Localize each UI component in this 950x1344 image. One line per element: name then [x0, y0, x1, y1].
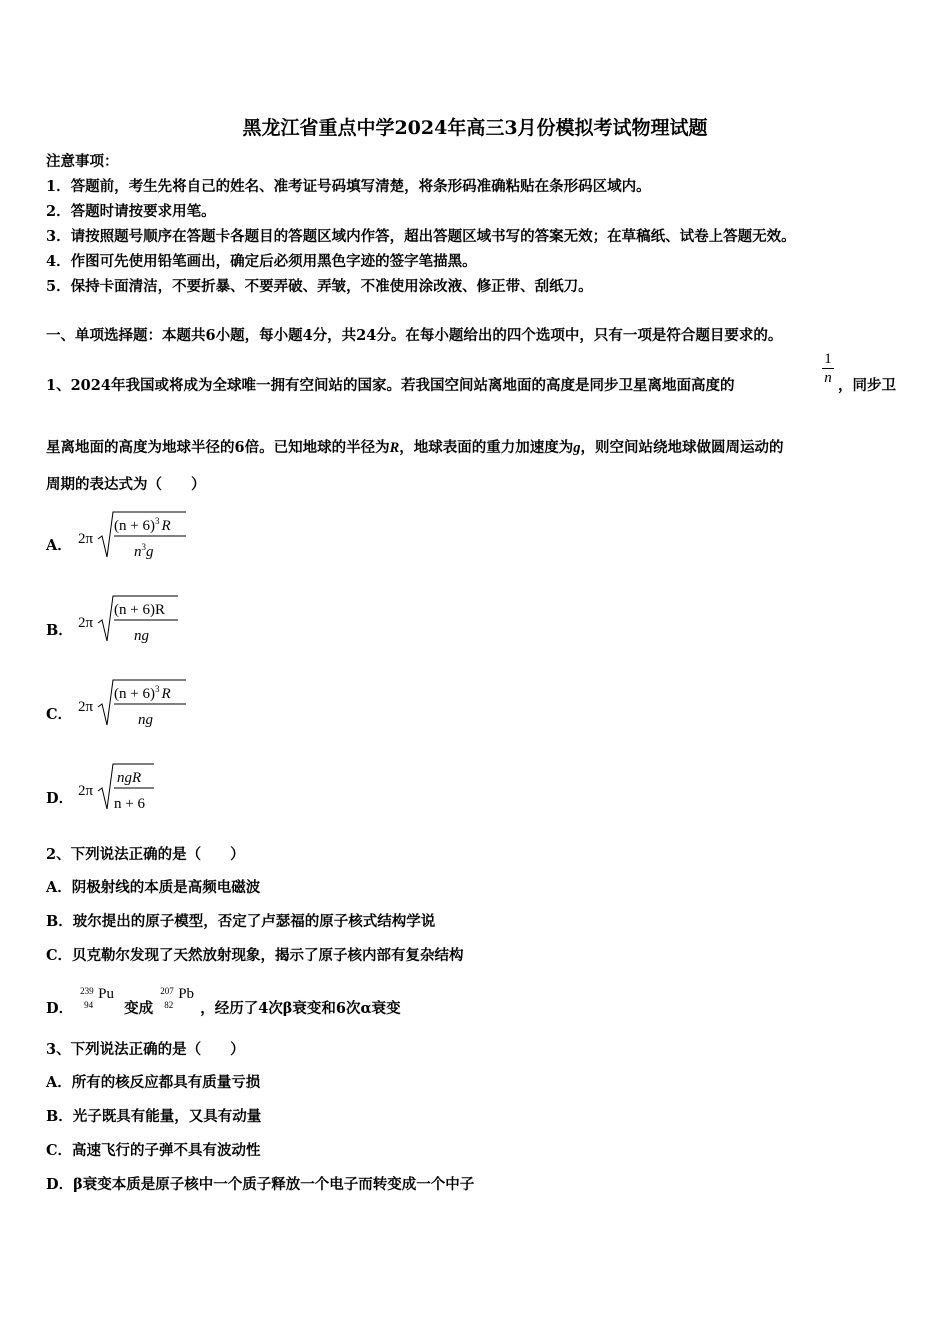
section-heading: 一、单项选择题：本题共6小题，每小题4分，共24分。在每小题给出的四个选项中，只有一项是符合题目要求的。 — [46, 327, 783, 344]
q3-option-a[interactable]: A．所有的核反应都具有质量亏损 — [46, 1074, 261, 1091]
q1-option-a-num: $(n + 6)^3$ R — [114, 516, 171, 534]
q1-line1-post: ，同步卫 — [838, 377, 896, 394]
q1-option-b-den: ng — [134, 628, 149, 644]
q2-option-d-label: D． — [46, 1000, 74, 1017]
q2-option-b[interactable]: B．玻尔提出的原子模型，否定了卢瑟福的原子核式结构学说 — [46, 913, 436, 930]
pb-atomic-number: 82 — [164, 1000, 174, 1010]
q1-line2-a: 星离地面的高度为地球半径的6倍。已知地球的半径为 — [46, 439, 390, 456]
q1-option-d-den: n + 6 — [114, 796, 145, 812]
pb-symbol: Pb — [178, 986, 195, 1002]
pu-nuclide — [78, 986, 124, 1013]
q1-option-a-formula[interactable] — [78, 507, 208, 565]
q1-option-d-coef: 2π — [78, 783, 94, 799]
q3-option-c[interactable]: C．高速飞行的子弹不具有波动性 — [46, 1142, 261, 1159]
q2-option-a[interactable]: A．阴极射线的本质是高频电磁波 — [46, 879, 261, 896]
notice-heading: 注意事项： — [46, 153, 119, 170]
q2-option-d-tail: ，经历了4次β衰变和6次α衰变 — [200, 1000, 401, 1017]
page-title: 黑龙江省重点中学2024年高三3月份模拟考试物理试题 — [242, 117, 708, 139]
q1-option-c-formula[interactable] — [78, 675, 208, 733]
q1-option-d-label[interactable]: D． — [46, 790, 74, 807]
q1-option-c-num: $(n + 6)^3$ R — [114, 684, 171, 702]
notice-item-5: 5．保持卡面清洁，不要折暴、不要弄破、弄皱，不准使用涂改液、修正带、刮纸刀。 — [46, 278, 593, 295]
q1-fraction — [820, 350, 836, 387]
q1-option-b-num: (n + 6)R — [114, 602, 165, 618]
notice-item-4: 4．作图可先使用铅笔画出，确定后必须用黑色字迹的签字笔描黑。 — [46, 253, 477, 270]
q1-option-a-coef: 2π — [78, 531, 94, 547]
q2-option-d[interactable] — [46, 986, 401, 1019]
q1-line2-b: ，地球表面的重力加速度为 — [399, 439, 574, 456]
q2-option-c[interactable]: C．贝克勒尔发现了天然放射现象，揭示了原子核内部有复杂结构 — [46, 947, 464, 964]
pb-mass-number: 207 — [160, 986, 174, 996]
q3-option-b[interactable]: B．光子既具有能量，又具有动量 — [46, 1108, 262, 1125]
q3-option-d[interactable]: D．β衰变本质是原子核中一个质子释放一个电子而转变成一个中子 — [46, 1176, 475, 1193]
q1-option-c-den: ng — [138, 712, 153, 728]
q1-line1 — [46, 376, 734, 396]
q1-fraction-num: 1 — [824, 351, 832, 367]
q1-option-b-label[interactable]: B． — [46, 622, 73, 639]
q1-fraction-den: n — [824, 370, 832, 386]
q1-option-d-num: ngR — [117, 770, 142, 786]
q3-stem: 3、下列说法正确的是（ ） — [46, 1041, 245, 1058]
notice-item-2: 2．答题时请按要求用笔。 — [46, 203, 216, 220]
q1-option-c-label[interactable]: C． — [46, 706, 73, 723]
pb-nuclide — [158, 986, 200, 1013]
q1-option-a-label[interactable]: A． — [46, 537, 72, 554]
q1-line2-c: ，则空间站绕地球做圆周运动的 — [580, 439, 784, 456]
pu-atomic-number: 94 — [84, 1000, 94, 1010]
q1-option-b-coef: 2π — [78, 615, 94, 631]
q1-option-a-den: $n^3g$ — [134, 542, 154, 560]
q2-option-d-mid: 变成 — [124, 1000, 154, 1017]
q1-option-c-coef: 2π — [78, 699, 94, 715]
q2-stem: 2、下列说法正确的是（ ） — [46, 846, 245, 863]
pu-symbol: Pu — [98, 986, 114, 1002]
q1-line1-pre: 1、2024年我国或将成为全球唯一拥有空间站的国家。若我国空间站离地面的高度是同步卫星离地面高度的 — [46, 377, 735, 394]
notice-item-1: 1．答题前，考生先将自己的姓名、准考证号码填写清楚，将条形码准确粘贴在条形码区域内。 — [46, 178, 651, 195]
pu-mass-number: 239 — [80, 986, 94, 996]
q1-var-g: g — [573, 440, 581, 456]
notice-item-3: 3．请按照题号顺序在答题卡各题目的答题区域内作答，超出答题区域书写的答案无效；在草稿纸、试卷上答题无效。 — [46, 228, 796, 245]
q1-line3: 周期的表达式为（ ） — [46, 476, 206, 493]
q1-var-R: R — [389, 440, 400, 456]
q1-option-b-formula[interactable] — [78, 591, 208, 649]
q1-line2 — [46, 438, 784, 458]
q1-option-d-formula[interactable] — [78, 759, 208, 817]
